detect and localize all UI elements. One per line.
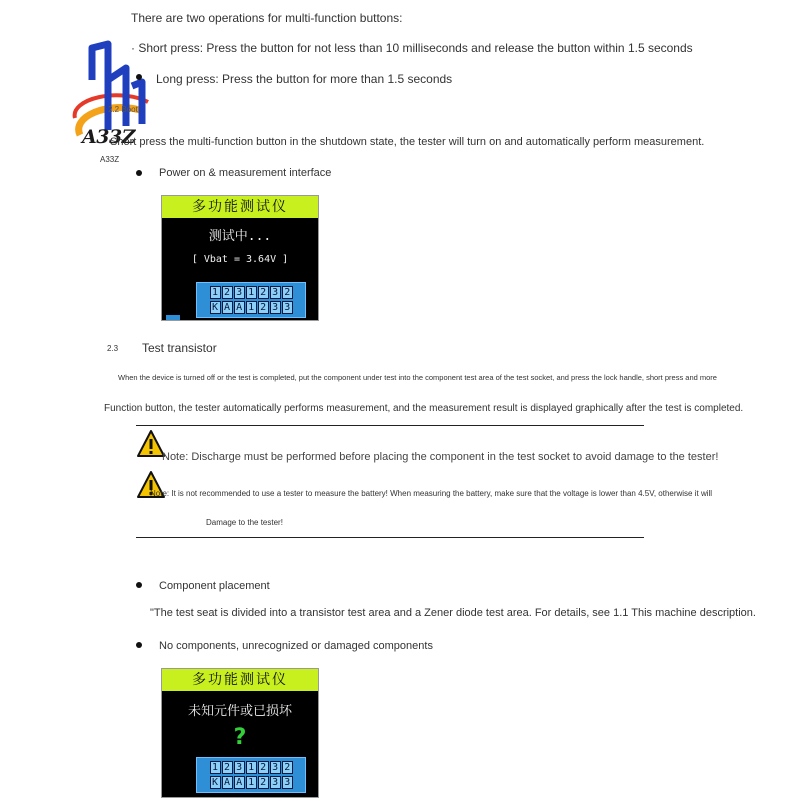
note-discharge: Note: Discharge must be performed before placing the component in the test socket to avoid damage to the tester! xyxy=(162,451,719,463)
screen-vbat: [ Vbat = 3.64V ] xyxy=(191,254,289,265)
tester-screen-power-on xyxy=(161,195,319,321)
long-press-text: Long press: Press the button for more than 1.5 seconds xyxy=(156,72,453,86)
no-component-label: No components, unrecognized or damaged components xyxy=(159,640,433,652)
pin-row-numbers: 1 2 3 1 2 3 2 xyxy=(212,287,292,298)
divider-bottom xyxy=(136,537,644,538)
bullet-icon xyxy=(136,74,142,80)
note-battery-line2: Damage to the tester! xyxy=(206,518,283,527)
section-boot-number: 2.2 Boot xyxy=(108,105,138,114)
component-placement-text: "The test seat is divided into a transistor test area and a Zener diode test area. For details, see 1.1 This machine description. xyxy=(150,607,756,619)
power-on-label: Power on & measurement interface xyxy=(159,167,332,179)
divider-top xyxy=(136,425,644,426)
pin-row-labels: K A A 1 2 3 3 xyxy=(212,777,292,788)
screen-tab xyxy=(166,315,180,320)
question-icon: ? xyxy=(233,725,247,750)
logo-subtext: A33Z xyxy=(100,155,120,164)
screen-message: 未知元件或已损坏 xyxy=(187,704,292,719)
screen-title: 多功能测试仪 xyxy=(162,669,318,691)
tester-screen-unknown xyxy=(161,668,319,798)
section-boot-text: Short press the multi-function button in the shutdown state, the tester will turn on and automatically perform measurement. xyxy=(110,136,705,148)
intro-text: There are two operations for multi-function buttons: xyxy=(131,11,403,25)
pin-row-labels: K A A 1 2 3 3 xyxy=(212,302,292,313)
section-transistor-title: Test transistor xyxy=(142,341,217,355)
logo-text: A33Z xyxy=(82,126,136,148)
section-transistor-number: 2.3 xyxy=(107,344,119,353)
bullet-icon xyxy=(136,170,142,176)
pin-row-numbers: 1 2 3 1 2 3 2 xyxy=(212,762,292,773)
bullet-icon xyxy=(136,582,142,588)
component-placement-label: Component placement xyxy=(159,580,270,592)
transistor-text-line1: When the device is turned off or the test is completed, put the component under test into the component test area of the test socket, and press the lock handle, short press and more xyxy=(118,373,717,382)
note-battery-line1: Note: It is not recommended to use a tester to measure the battery! When measuring the battery, make sure that the voltage is lower than 4.5V, otherwise it will xyxy=(150,489,713,498)
screen-status: 测试中... xyxy=(208,229,272,244)
bullet-icon xyxy=(136,642,142,648)
short-press-text: · Short press: Press the button for not less than 10 milliseconds and release the button within 1.5 seconds xyxy=(131,41,693,55)
screen-title: 多功能测试仪 xyxy=(162,196,318,218)
transistor-text-line2: Function button, the tester automatically performs measurement, and the measurement result is displayed graphically after the test is completed. xyxy=(104,403,744,414)
